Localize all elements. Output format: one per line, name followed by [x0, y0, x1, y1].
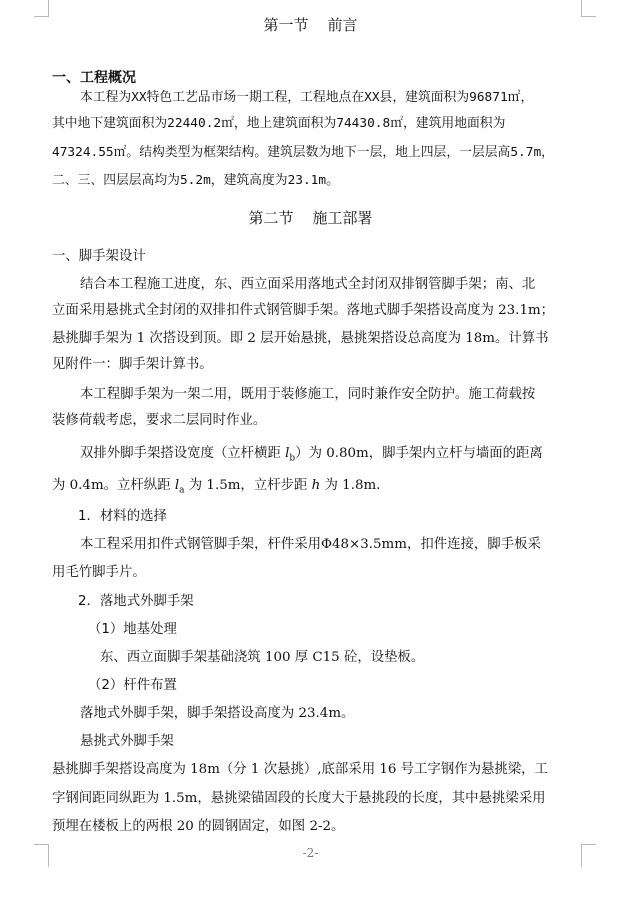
- member-layout-heading: （2）杆件布置: [88, 678, 177, 693]
- para3-line2-mid: 为 1.5m，立杆步距: [184, 478, 312, 493]
- ground-scaffold-heading: 2．落地式外脚手架: [78, 594, 194, 609]
- subscript-b: b: [289, 453, 296, 464]
- cantilever-line-2: 字钢间距同纵距为 1.5m，悬挑梁锚固段的长度大于悬挑段的长度，其中悬挑梁采用: [52, 791, 546, 806]
- para1-line-4: 见附件一：脚手架计算书。: [52, 357, 213, 372]
- para2-line-1: 本工程脚手架为一架二用，既用于装修施工，同时兼作安全防护。施工荷载按: [80, 387, 536, 402]
- section1-title: 第一节 前言: [263, 16, 358, 34]
- project-overview-heading: 一、工程概况: [52, 70, 136, 86]
- materials-line-2: 用毛竹脚手片。: [52, 565, 146, 580]
- foundation-text: 东、西立面脚手架基础浇筑 100 厚 C15 砼，设垫板。: [100, 650, 425, 665]
- para3-line2-post: 为 1.8m.: [320, 478, 381, 493]
- symbol-l: l: [285, 446, 290, 461]
- para1-line-1: 结合本工程施工进度，东、西立面采用落地式全封闭双排钢管脚手架；南、北: [80, 277, 536, 292]
- cantilever-line-3: 预埋在楼板上的两根 20 的圆钢固定，如图 2-2。: [52, 819, 345, 834]
- cantilever-heading: 悬挑式外脚手架: [80, 734, 174, 749]
- para1-line-3: 悬挑脚手架为 1 次搭设到顶。即 2 层开始悬挑，悬挑架搭设总高度为 18m。计算书: [52, 331, 549, 346]
- overview-line-1: 本工程为XX特色工艺品市场一期工程，工程地点在XX县，建筑面积为96871㎡，: [80, 90, 534, 105]
- materials-heading: 1．材料的选择: [78, 509, 167, 524]
- overview-line-4: 二、三、四层层高均为5.2m，建筑高度为23.1m。: [52, 173, 339, 188]
- overview-line-2: 其中地下建筑面积为22440.2㎡，地上建筑面积为74430.8㎡，建筑用地面积为: [52, 116, 506, 131]
- para3-line1-post: ）为 0.80m，脚手架内立杆与墙面的距离: [295, 446, 543, 461]
- section2-title: 第二节 施工部署: [248, 209, 373, 227]
- overview-line-3: 47324.55㎡。结构类型为框架结构。建筑层数为地下一层，地上四层，一层层高5.7m，: [52, 145, 554, 160]
- cantilever-line-1: 悬挑脚手架搭设高度为 18m（分 1 次悬挑）,底部采用 16 号工字钢作为悬挑梁，工: [52, 762, 548, 777]
- para2-line-2: 装修荷载考虑，要求二层同时作业。: [52, 413, 267, 428]
- subscript-a: a: [179, 485, 185, 496]
- member-layout-text: 落地式外脚手架，脚手架搭设高度为 23.4m。: [80, 706, 355, 721]
- scaffold-design-heading: 一、脚手架设计: [52, 249, 146, 264]
- page-number: -2-: [302, 846, 319, 860]
- symbol-l: l: [174, 478, 180, 493]
- para3-line1-pre: 双排外脚手架搭设宽度（立杆横距: [80, 446, 286, 461]
- foundation-heading: （1）地基处理: [88, 622, 177, 637]
- para3-line-2: [52, 476, 380, 501]
- para3-line-1: [80, 444, 543, 469]
- materials-line-1: 本工程采用扣件式钢管脚手架，杆件采用Φ48×3.5mm，扣件连接，脚手板采: [80, 537, 541, 552]
- symbol-h: h: [311, 478, 321, 493]
- para1-line-2: 立面采用悬挑式全封闭的双排扣件式钢管脚手架。落地式脚手架搭设高度为 23.1m；: [52, 303, 555, 318]
- para3-line2-pre: 为 0.4m。立杆纵距: [52, 478, 175, 493]
